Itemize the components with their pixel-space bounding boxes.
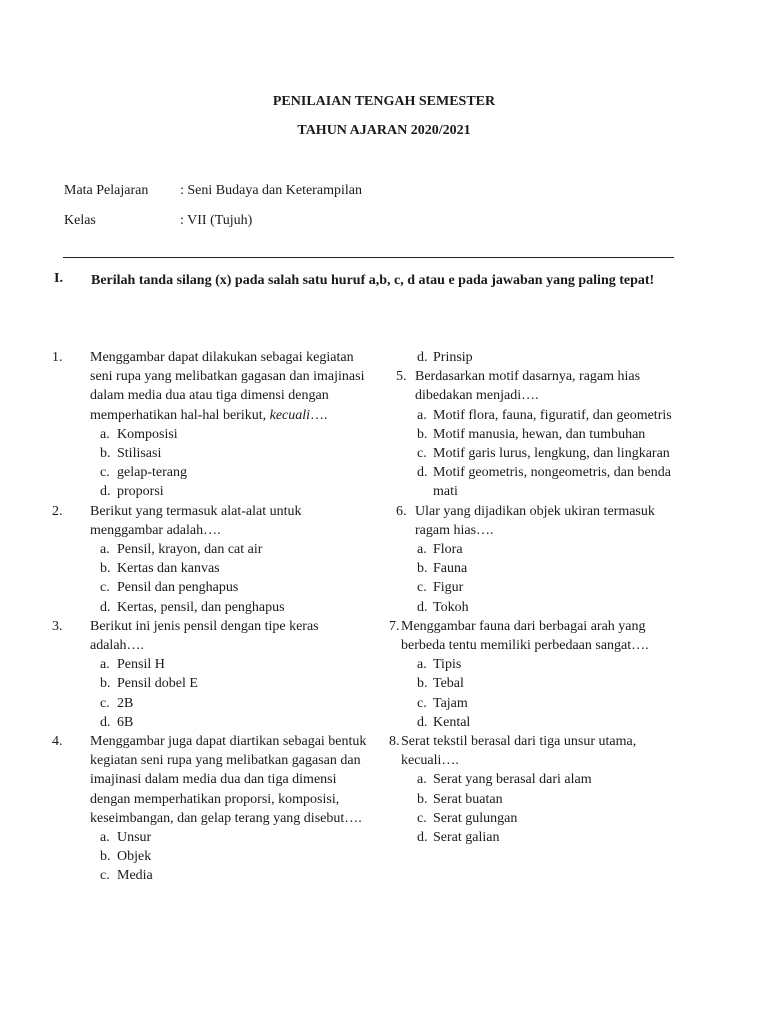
question-4 <box>52 732 374 828</box>
subject-label: Mata Pelajaran <box>64 183 149 198</box>
option-letter: a. <box>417 542 427 558</box>
option-text: Prinsip <box>433 350 473 365</box>
class-label: Kelas <box>64 213 96 228</box>
option-letter: b. <box>100 849 111 865</box>
question-text <box>90 348 374 425</box>
question-number: 5. <box>396 369 407 385</box>
question-8 <box>391 732 691 770</box>
option-c <box>391 694 691 713</box>
header-divider <box>63 257 674 258</box>
question-text-emphasis: kecuali <box>269 407 311 423</box>
option-c <box>74 866 374 885</box>
question-text-part: …. <box>310 407 328 423</box>
option-c <box>74 694 374 713</box>
option-d <box>391 713 691 732</box>
question-1 <box>52 348 374 425</box>
option-a <box>74 655 374 674</box>
option-a <box>74 828 374 847</box>
option-letter: d. <box>417 830 428 846</box>
question-5 <box>391 367 691 405</box>
option-b <box>391 674 691 693</box>
option-d <box>391 348 691 367</box>
option-text: gelap-terang <box>117 465 187 481</box>
question-number: 7. <box>389 618 400 634</box>
option-a <box>391 770 691 789</box>
section-number: I. <box>54 271 63 286</box>
question-number: 1. <box>52 350 63 365</box>
school-year: TAHUN AJARAN 2020/2021 <box>297 123 471 138</box>
option-letter: d. <box>100 484 111 500</box>
option-text: 2B <box>117 695 134 711</box>
option-text: Pensil, krayon, dan cat air <box>117 542 263 558</box>
option-letter: c. <box>100 580 110 596</box>
option-text: Fauna <box>433 561 468 577</box>
option-letter: d. <box>417 714 428 730</box>
option-letter: c. <box>100 695 110 711</box>
option-d <box>74 598 374 617</box>
section-instruction: Berilah tanda silang (x) pada salah satu huruf a,b, c, d atau e pada jawaban yang paling tepat! <box>91 273 655 288</box>
question-number: 2. <box>52 503 63 519</box>
subject-row <box>64 183 362 199</box>
option-text: Tokoh <box>433 599 469 615</box>
option-text: proporsi <box>117 484 164 500</box>
option-letter: b. <box>417 426 428 442</box>
option-letter: d. <box>417 465 428 481</box>
option-text: Serat galian <box>433 830 500 846</box>
option-text: Tipis <box>433 657 462 673</box>
option-b <box>391 790 691 809</box>
option-b <box>391 425 691 444</box>
question-6 <box>391 502 691 540</box>
option-a <box>74 425 374 444</box>
option-c <box>391 578 691 597</box>
question-number: 6. <box>396 503 407 519</box>
option-text: Serat gulungan <box>433 810 518 826</box>
option-letter: a. <box>417 657 427 673</box>
option-text: Motif flora, fauna, figuratif, dan geometris <box>433 407 672 423</box>
option-text: Pensil H <box>117 657 165 673</box>
option-letter: a. <box>100 426 110 442</box>
option-text: Tajam <box>433 695 468 711</box>
option-c <box>74 463 374 482</box>
option-text: Motif manusia, hewan, dan tumbuhan <box>433 426 646 442</box>
option-text: Motif garis lurus, lengkung, dan lingkaran <box>433 446 670 462</box>
option-letter: c. <box>100 465 110 481</box>
option-d <box>74 713 374 732</box>
question-text: Berdasarkan motif dasarnya, ragam hias dibedakan menjadi…. <box>415 369 641 404</box>
question-2 <box>52 502 374 540</box>
option-text: Motif geometris, nongeometris, dan benda mati <box>433 465 671 500</box>
option-c <box>74 578 374 597</box>
option-text: Objek <box>117 849 152 865</box>
option-text: Flora <box>433 542 463 558</box>
class-row <box>64 213 252 229</box>
option-b <box>74 559 374 578</box>
subject-value: : Seni Budaya dan Keterampilan <box>180 183 362 198</box>
class-value: : VII (Tujuh) <box>180 213 253 228</box>
option-b <box>74 674 374 693</box>
option-letter: c. <box>417 810 427 826</box>
option-a <box>391 406 691 425</box>
option-text: Kental <box>433 714 471 730</box>
option-text: Stilisasi <box>117 446 162 462</box>
option-letter: a. <box>100 830 110 846</box>
option-text: Media <box>117 868 153 884</box>
option-b <box>74 847 374 866</box>
question-text: Ular yang dijadikan objek ukiran termasuk ragam hias…. <box>415 503 655 538</box>
left-column <box>52 348 374 886</box>
question-text: Menggambar juga dapat diartikan sebagai bentuk kegiatan seni rupa yang melibatkan gagasan dan imajinasi dalam media dua dan tiga dimensi dengan memperhatikan proporsi, komposisi, keseimbangan, dan gelap terang yang disebut…. <box>90 734 367 826</box>
option-letter: c. <box>417 580 427 596</box>
option-letter: a. <box>417 407 427 423</box>
question-text-part: Menggambar dapat dilakukan sebagai kegiatan seni rupa yang melibatkan gagasan dan imajinasi dalam media dua atau tiga dimensi dengan memperhatikan hal-hal berikut, <box>90 350 365 423</box>
option-letter: b. <box>417 676 428 692</box>
option-text: Kertas dan kanvas <box>117 561 220 577</box>
question-number: 3. <box>52 618 63 634</box>
option-letter: a. <box>417 772 427 788</box>
option-letter: b. <box>100 446 111 462</box>
option-text: 6B <box>117 714 134 730</box>
option-c <box>391 444 691 463</box>
option-letter: b. <box>100 561 111 577</box>
question-text: Berikut ini jenis pensil dengan tipe keras adalah…. <box>90 618 319 654</box>
option-letter: c. <box>417 695 427 711</box>
option-letter: d. <box>100 599 111 615</box>
option-d <box>74 482 374 501</box>
option-a <box>74 540 374 559</box>
question-text: Berikut yang termasuk alat-alat untuk menggambar adalah…. <box>90 503 302 538</box>
option-text: Pensil dobel E <box>117 676 198 692</box>
option-letter: b. <box>417 561 428 577</box>
question-number: 8. <box>389 734 400 750</box>
option-letter: b. <box>100 676 111 692</box>
question-3 <box>52 617 374 655</box>
option-a <box>391 655 691 674</box>
option-b <box>391 559 691 578</box>
option-text: Serat yang berasal dari alam <box>433 772 592 788</box>
question-text: Menggambar fauna dari berbagai arah yang berbeda tentu memiliki perbedaan sangat…. <box>401 618 649 654</box>
option-letter: d. <box>100 714 111 730</box>
option-letter: a. <box>100 542 110 558</box>
question-number: 4. <box>52 734 63 750</box>
option-text: Unsur <box>117 830 152 846</box>
option-d <box>391 828 691 847</box>
option-d <box>391 598 691 617</box>
question-7 <box>391 617 691 655</box>
option-letter: d. <box>417 599 428 615</box>
document-title: PENILAIAN TENGAH SEMESTER <box>272 94 496 109</box>
option-letter: b. <box>417 791 428 807</box>
option-text: Kertas, pensil, dan penghapus <box>117 599 285 615</box>
right-column <box>391 348 691 847</box>
question-text: Serat tekstil berasal dari tiga unsur utama, kecuali…. <box>401 734 637 769</box>
option-letter: d. <box>417 350 428 365</box>
option-text: Komposisi <box>117 426 178 442</box>
option-c <box>391 809 691 828</box>
option-d <box>391 463 691 501</box>
option-letter: c. <box>417 446 427 462</box>
option-text: Pensil dan penghapus <box>117 580 239 596</box>
option-b <box>74 444 374 463</box>
option-a <box>391 540 691 559</box>
option-text: Tebal <box>433 676 464 692</box>
option-letter: c. <box>100 868 110 884</box>
option-text: Serat buatan <box>433 791 503 807</box>
option-letter: a. <box>100 657 110 673</box>
option-text: Figur <box>433 580 464 596</box>
